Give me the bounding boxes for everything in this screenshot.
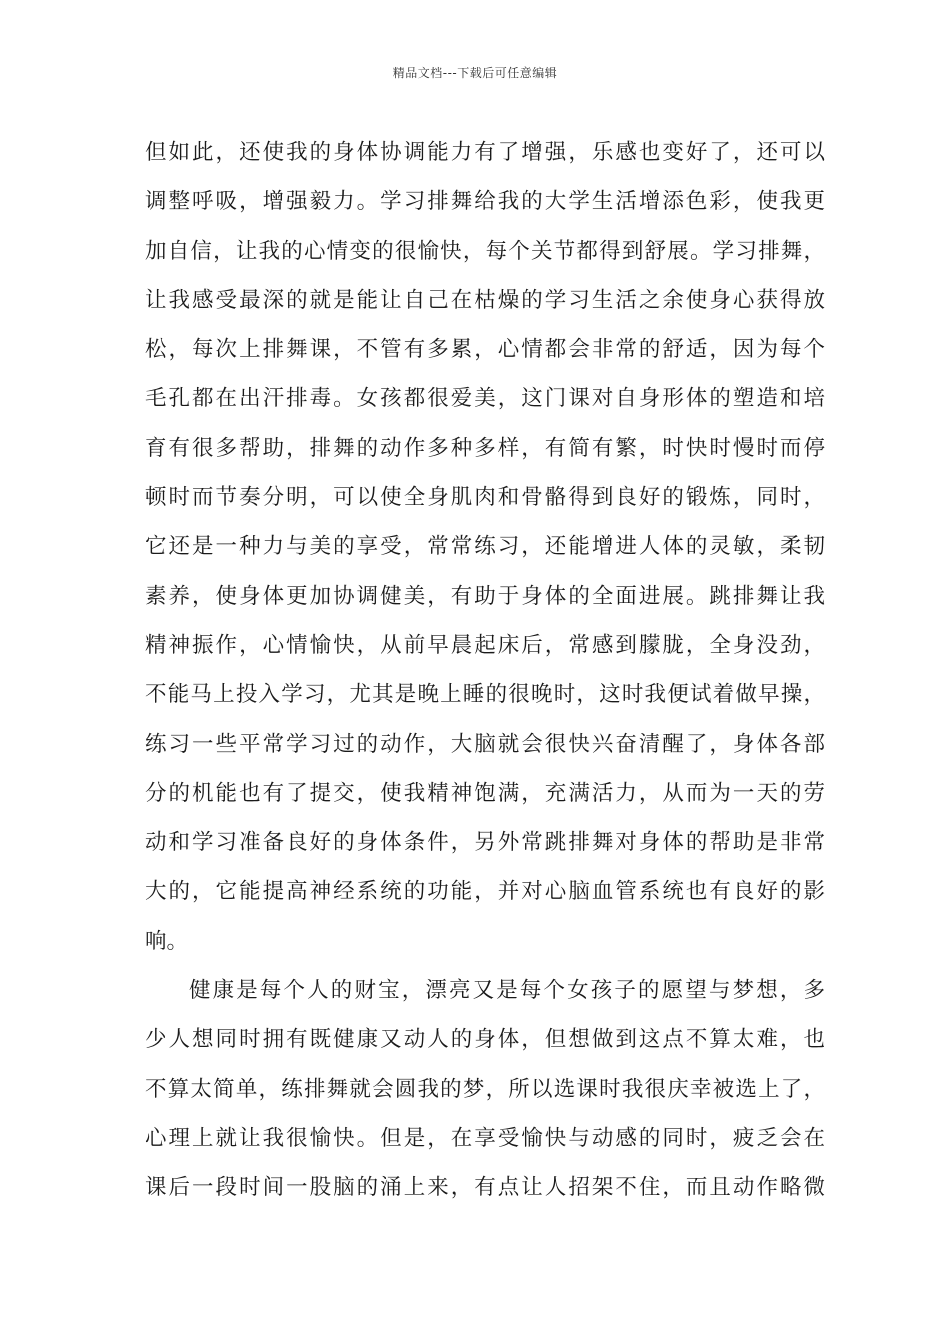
text-line: 大的，它能提高神经系统的功能，并对心脑血管系统也有良好的影 <box>145 879 825 905</box>
text-line: 让我感受最深的就是能让自己在枯燥的学习生活之余使身心获得放 <box>145 287 825 313</box>
text-line: 毛孔都在出汗排毒。女孩都很爱美，这门课对自身形体的塑造和培 <box>145 386 825 412</box>
text-line: 响。 <box>145 928 189 954</box>
text-line: 精神振作，心情愉快，从前早晨起床后，常感到朦胧，全身没劲， <box>145 632 825 658</box>
text-line: 动和学习准备良好的身体条件，另外常跳排舞对身体的帮助是非常 <box>145 830 825 856</box>
text-line: 调整呼吸，增强毅力。学习排舞给我的大学生活增添色彩，使我更 <box>145 189 825 215</box>
page-header: 精品文档---下载后可任意编辑 <box>392 66 558 80</box>
text-line: 育有很多帮助，排舞的动作多种多样，有简有繁，时快时慢时而停 <box>145 435 825 461</box>
document-body <box>145 128 825 1213</box>
text-line: 不能马上投入学习，尤其是晚上睡的很晚时，这时我便试着做早操， <box>145 682 825 708</box>
paragraph-2 <box>145 966 825 1212</box>
text-line: 不算太简单，练排舞就会圆我的梦，所以选课时我很庆幸被选上了， <box>145 1076 825 1102</box>
text-line: 素养，使身体更加协调健美，有助于身体的全面进展。跳排舞让我 <box>145 583 825 609</box>
text-line: 健康是每个人的财宝，漂亮又是每个女孩子的愿望与梦想，多 <box>189 978 825 1004</box>
text-line: 练习一些平常学习过的动作，大脑就会很快兴奋清醒了，身体各部 <box>145 731 825 757</box>
text-line: 加自信，让我的心情变的很愉快，每个关节都得到舒展。学习排舞， <box>145 238 825 264</box>
text-line: 少人想同时拥有既健康又动人的身体，但想做到这点不算太难，也 <box>145 1027 825 1053</box>
paragraph-1 <box>145 128 825 966</box>
text-line: 顿时而节奏分明，可以使全身肌肉和骨骼得到良好的锻炼，同时， <box>145 485 825 511</box>
text-line: 它还是一种力与美的享受，常常练习，还能增进人体的灵敏，柔韧 <box>145 534 825 560</box>
text-line: 心理上就让我很愉快。但是，在享受愉快与动感的同时，疲乏会在 <box>145 1125 825 1151</box>
text-line: 课后一段时间一股脑的涌上来，有点让人招架不住，而且动作略微 <box>145 1175 825 1201</box>
text-line: 但如此，还使我的身体协调能力有了增强，乐感也变好了，还可以 <box>145 140 825 165</box>
text-line: 松，每次上排舞课，不管有多累，心情都会非常的舒适，因为每个 <box>145 337 825 363</box>
text-line: 分的机能也有了提交，使我精神饱满，充满活力，从而为一天的劳 <box>145 780 825 806</box>
